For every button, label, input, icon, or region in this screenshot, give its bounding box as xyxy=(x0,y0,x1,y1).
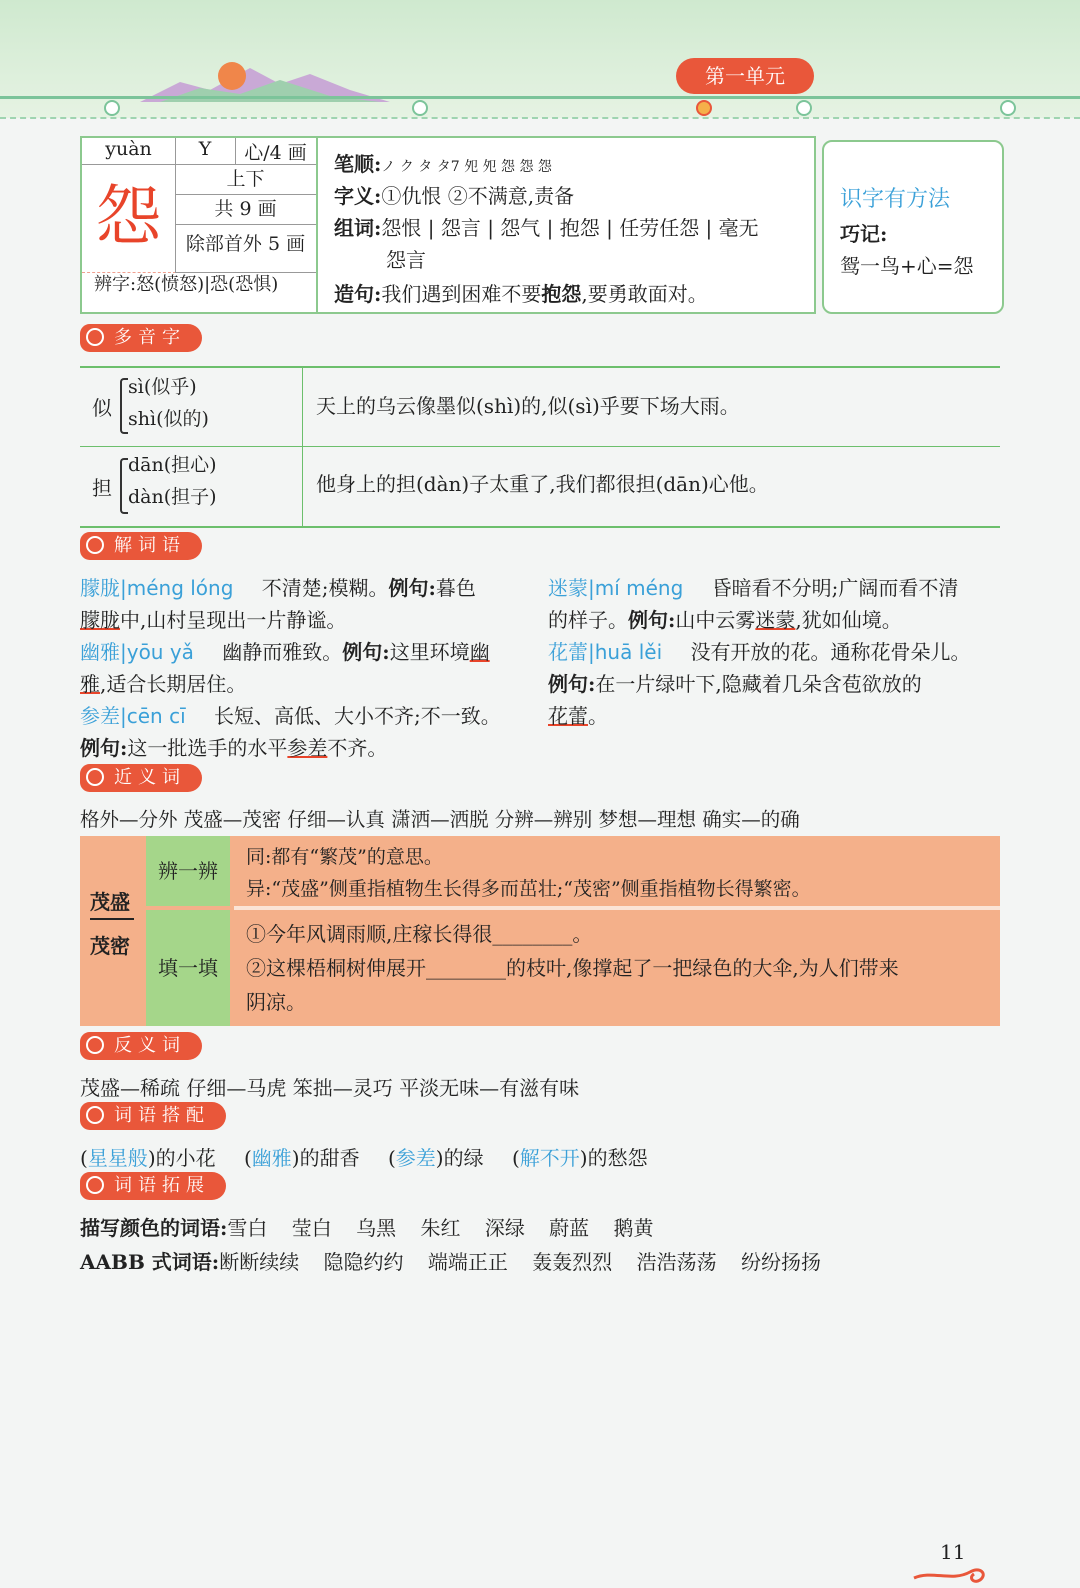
polyphone-char: 似 xyxy=(92,396,112,420)
meaning-label: 字义: xyxy=(334,184,382,208)
page-number: 11 xyxy=(940,1540,966,1564)
header-dot xyxy=(104,100,120,116)
vocab-menglong-cont: 朦胧中,山村呈现出一片静谧。 xyxy=(80,608,347,632)
words-label: 组词: xyxy=(334,216,382,240)
antonyms-list: 茂盛—稀疏 仔细—马虎 笨拙—灵巧 平淡无味—有滋有味 xyxy=(80,1076,580,1100)
compare-word2: 茂密 xyxy=(90,934,130,958)
unit-tag: 第一单元 xyxy=(676,58,814,94)
words-text: 怨恨 | 怨言 | 怨气 | 抱怨 | 任劳任怨 | 毫无 xyxy=(381,216,759,240)
header-dot xyxy=(1000,100,1016,116)
pinyin-cell: yuàn xyxy=(82,138,176,165)
swirl-icon xyxy=(86,328,104,346)
compare-diff: 异:“茂盛”侧重指植物生长得多而茁壮;“茂密”侧重指植物长得繁密。 xyxy=(246,878,811,900)
swirl-icon xyxy=(86,1176,104,1194)
section-tag-collocation: 词语搭配 xyxy=(80,1102,226,1130)
sentence-pre: 我们遇到困难不要 xyxy=(381,282,542,306)
compare-table xyxy=(80,836,1000,1026)
compare-fill-box xyxy=(234,910,1000,1026)
collocation-item: (解不开)的愁怨 xyxy=(511,1146,648,1170)
polyphone-table xyxy=(80,366,1000,528)
polyphone-reading: sì(似乎) xyxy=(128,376,197,398)
section-tag-extension: 词语拓展 xyxy=(80,1172,226,1200)
polyphone-row xyxy=(80,368,1000,446)
fill-question-2-cont: 阴凉。 xyxy=(246,990,306,1014)
vocab-hualei-cont2: 花蕾。 xyxy=(548,704,608,728)
vocab-youya-cont: 雅,适合长期居住。 xyxy=(80,672,247,696)
collocation-item: (星星般)的小花 xyxy=(80,1146,216,1170)
swirl-icon xyxy=(86,1106,104,1124)
section-tag-polyphone: 多音字 xyxy=(80,324,202,352)
collocation-item: (参差)的绿 xyxy=(387,1146,484,1170)
vocab-mimeng: 迷蒙|mí méng 昏暗看不分明;广阔而看不清 xyxy=(548,576,959,600)
vocab-cenci: 参差|cēn cī 长短、高低、大小不齐;不一致。 xyxy=(80,704,501,728)
section-tag-words: 解词语 xyxy=(80,532,202,560)
character-info-grid xyxy=(82,138,316,274)
polyphone-example: 他身上的担(dàn)子太重了,我们都很担(dān)心他。 xyxy=(316,472,769,496)
bianzi-text: 辨字:怒(愤怒)|恐(恐惧) xyxy=(94,274,279,295)
label-bianyibian: 辨一辨 xyxy=(146,836,230,906)
compare-word1: 茂盛 xyxy=(90,890,130,914)
polyphone-reading: dān(担心) xyxy=(128,454,217,476)
section-tag-antonyms: 反义词 xyxy=(80,1032,202,1060)
collocation-list xyxy=(80,1142,648,1171)
synonyms-list: 格外—分外 茂盛—茂密 仔细—认真 潇洒—洒脱 分辨—辨别 梦想—理想 确实—的确 xyxy=(80,808,800,831)
collocation-item: (幽雅)的甜香 xyxy=(243,1146,360,1170)
radical-cell: 心/4 画 xyxy=(235,138,316,165)
brace xyxy=(120,378,128,434)
vocab-youya: 幽雅|yōu yǎ 幽静而雅致。例句:这里环境幽 xyxy=(80,640,490,664)
aabb-words-line: AABB 式词语:断断续续 隐隐约约 端端正正 轰轰烈烈 浩浩荡荡 纷纷扬扬 xyxy=(80,1250,821,1274)
polyphone-reading: dàn(担子) xyxy=(128,486,217,508)
polyphone-row xyxy=(80,448,1000,526)
sentence-post: ,要勇敢面对。 xyxy=(581,282,708,306)
initial-cell: Y xyxy=(175,138,236,165)
fill-question-2: ②这棵梧桐树伸展开________的枝叶,像撑起了一把绿色的大伞,为人们带来 xyxy=(246,956,899,980)
character-card xyxy=(80,136,816,314)
section-tag-synonyms: 近义词 xyxy=(80,764,202,792)
strokes-excl-cell: 除部首外 5 画 xyxy=(175,224,316,273)
bishun-label: 笔顺: xyxy=(334,152,382,176)
method-card xyxy=(822,140,1004,314)
method-text: 鸳一鸟+心=怨 xyxy=(840,254,974,278)
header-dot xyxy=(696,100,712,116)
method-title: 识字有方法 xyxy=(840,187,951,212)
polyphone-example: 天上的乌云像墨似(shì)的,似(sì)乎要下场大雨。 xyxy=(316,394,740,418)
swirl-icon xyxy=(86,768,104,786)
page-swirl-icon xyxy=(912,1556,992,1584)
card-divider xyxy=(316,138,318,312)
vocab-mimeng-cont: 的样子。例句:山中云雾迷蒙,犹如仙境。 xyxy=(548,608,902,632)
total-strokes-cell: 共 9 画 xyxy=(175,194,316,225)
header-dot xyxy=(796,100,812,116)
meaning-line xyxy=(334,180,574,209)
swirl-icon xyxy=(86,1036,104,1054)
sun-icon xyxy=(218,62,246,90)
polyphone-char: 担 xyxy=(92,476,112,500)
words-cont: 怨言 xyxy=(386,248,426,272)
vocab-hualei-cont: 例句:在一片绿叶下,隐藏着几朵含苞欲放的 xyxy=(548,672,922,696)
vocab-menglong: 朦胧|méng lóng 不清楚;模糊。例句:暮色 xyxy=(80,576,476,600)
method-label: 巧记: xyxy=(840,222,888,246)
fill-question-1: ①今年风调雨顺,庄稼长得很________。 xyxy=(246,922,593,946)
header-wave xyxy=(0,96,1080,119)
page-header xyxy=(0,0,1080,118)
compare-same: 同:都有“繁茂”的意思。 xyxy=(246,846,443,868)
structure-cell: 上下 xyxy=(175,164,316,195)
brace xyxy=(120,458,128,514)
header-dot xyxy=(412,100,428,116)
bishun-strokes: ノ ク タ タ7 夗 夗 怨 怨 怨 xyxy=(381,159,552,175)
polyphone-reading: shì(似的) xyxy=(128,408,209,430)
label-tianyitian: 填一填 xyxy=(146,910,230,1026)
compare-diff-box xyxy=(234,836,1000,910)
compare-words xyxy=(80,836,144,1026)
table-divider xyxy=(80,446,1000,447)
vocab-hualei: 花蕾|huā lěi 没有开放的花。通称花骨朵儿。 xyxy=(548,640,971,664)
words-line xyxy=(334,212,759,241)
bishun-line xyxy=(334,148,552,177)
sentence-line xyxy=(334,278,708,307)
meaning-text: ①仇恨 ②不满意,责备 xyxy=(381,184,575,208)
divider xyxy=(90,918,134,920)
main-character: 怨 xyxy=(82,164,176,273)
vocab-cenci-cont: 例句:这一批选手的水平参差不齐。 xyxy=(80,736,388,760)
sentence-label: 造句: xyxy=(334,282,382,306)
color-words-line: 描写颜色的词语:雪白 莹白 乌黑 朱红 深绿 蔚蓝 鹅黄 xyxy=(80,1216,654,1240)
swirl-icon xyxy=(86,536,104,554)
sentence-bold: 抱怨 xyxy=(541,282,582,306)
